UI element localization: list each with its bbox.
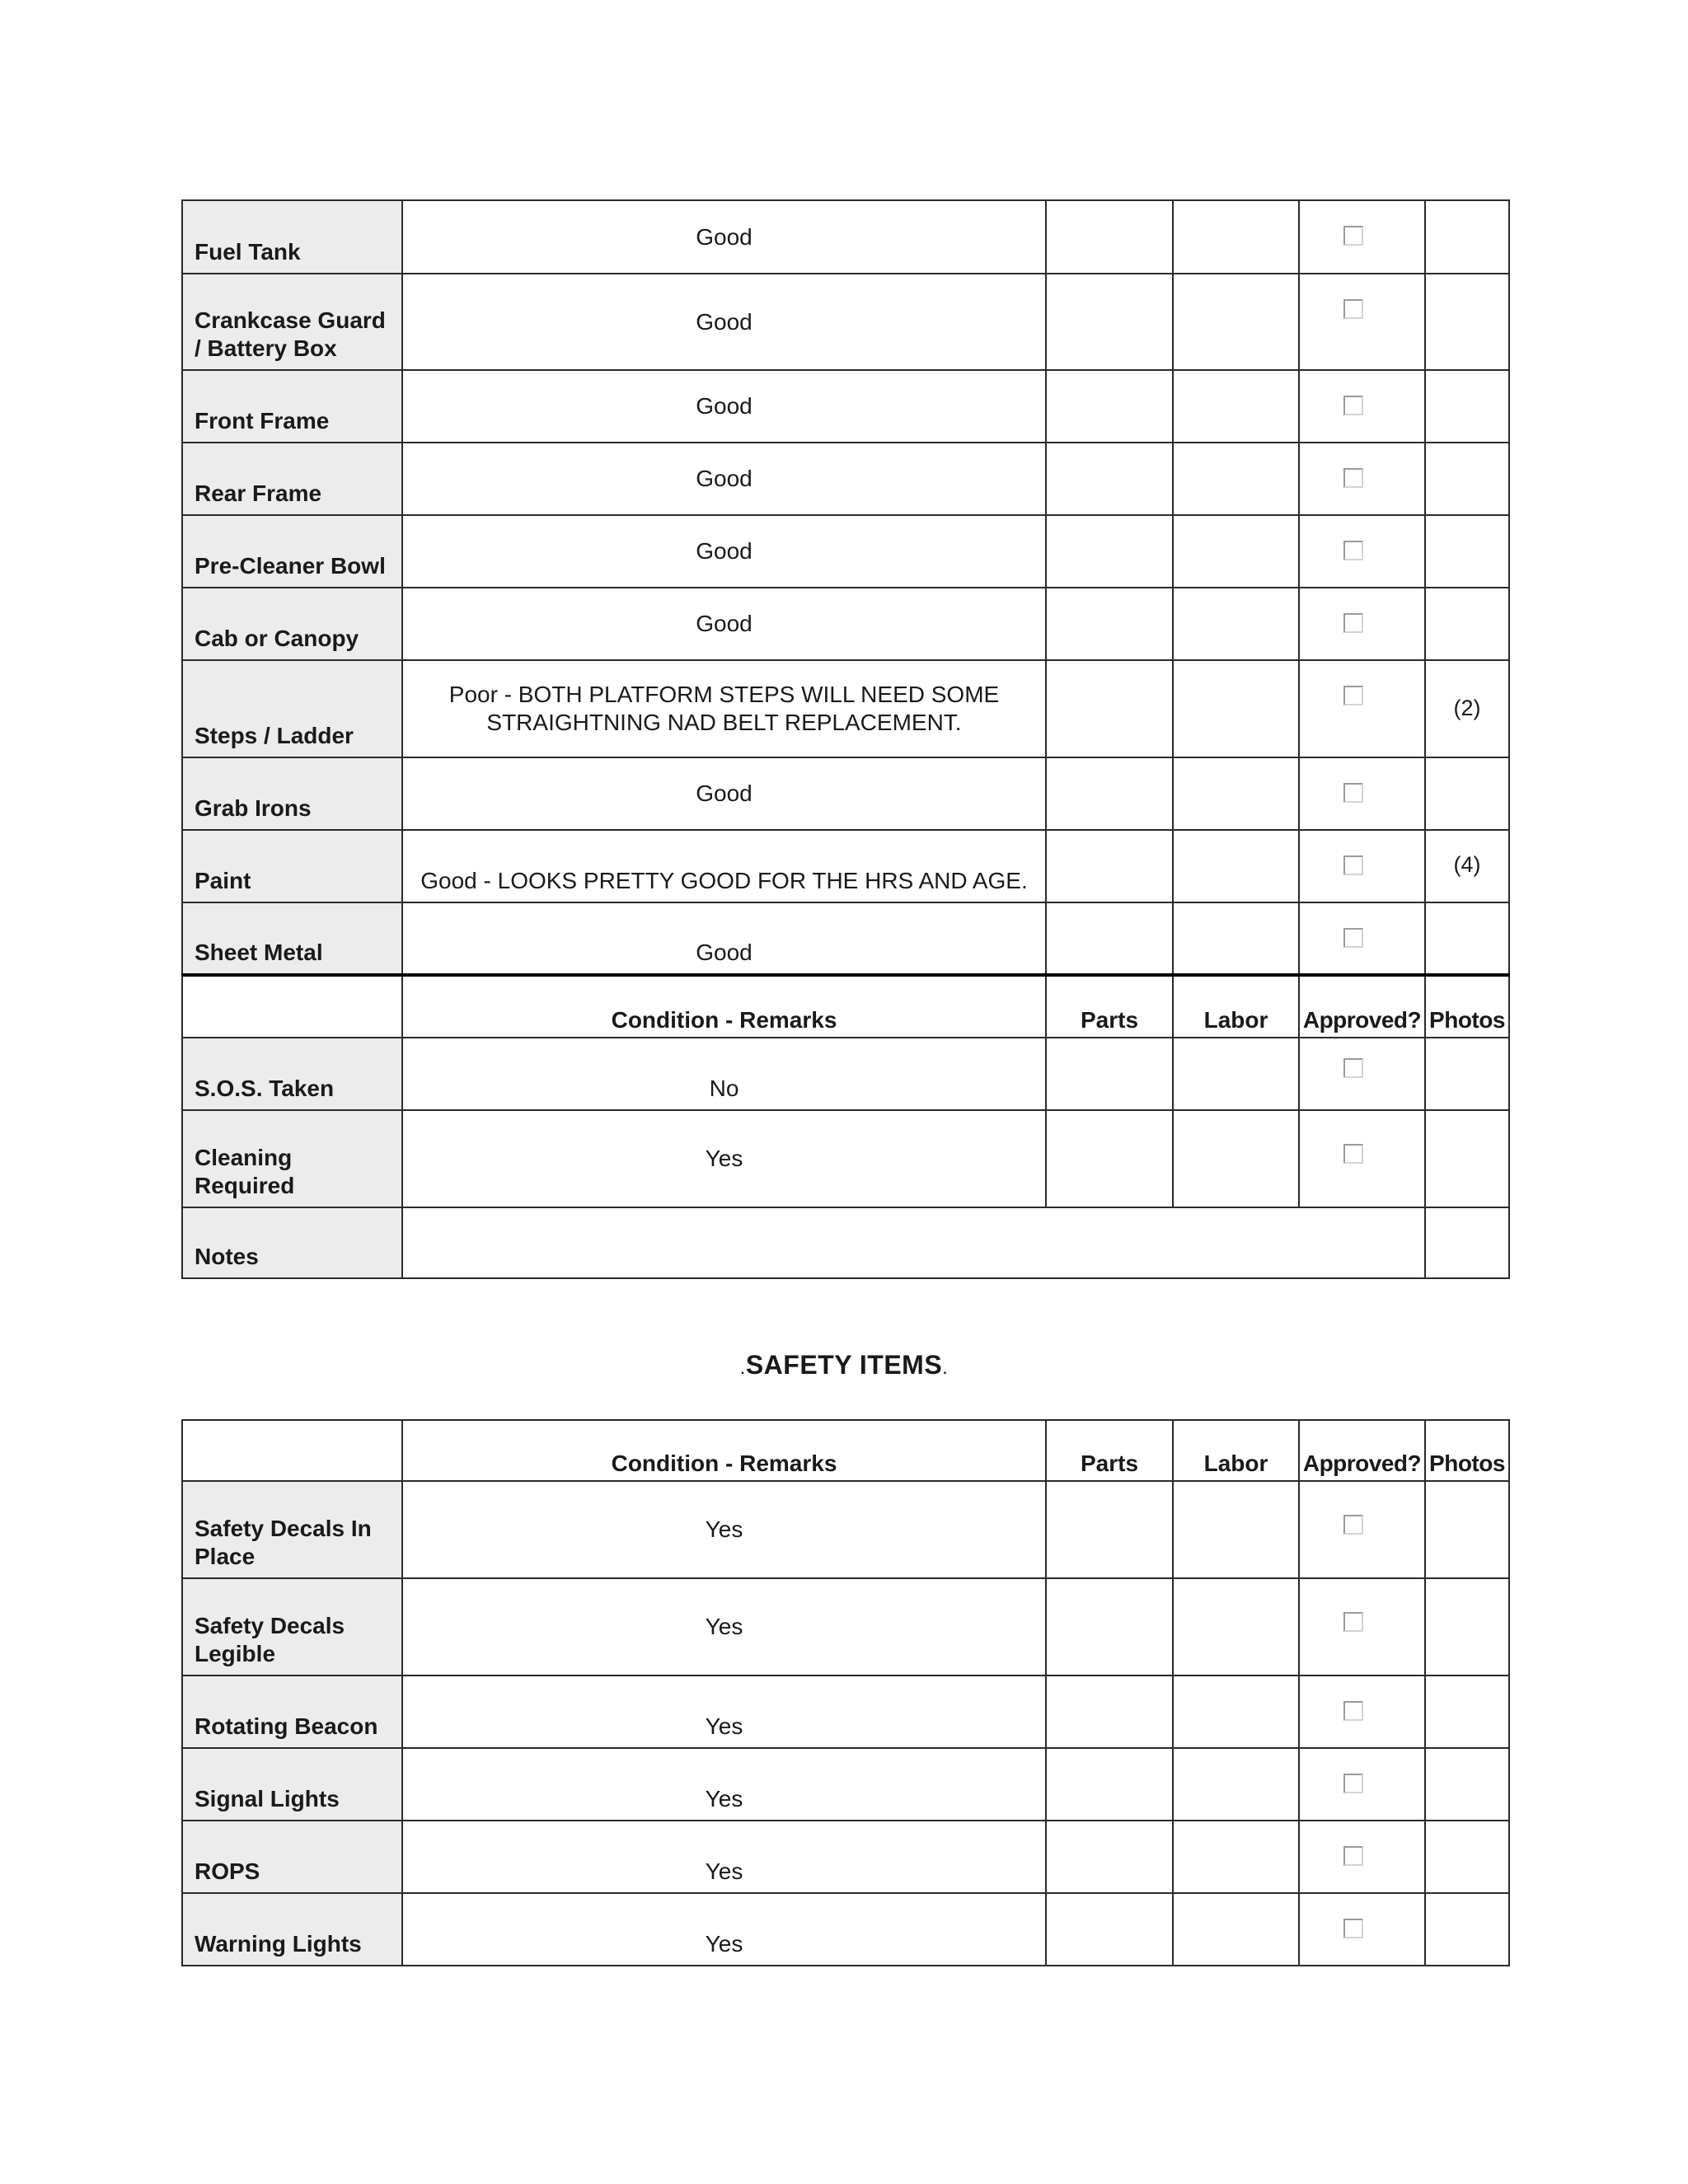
approved-cell bbox=[1299, 902, 1425, 975]
table-row bbox=[182, 830, 1509, 902]
parts-cell bbox=[1046, 200, 1173, 274]
condition-remarks: Yes bbox=[402, 1110, 1046, 1207]
header-parts: Parts bbox=[1046, 975, 1173, 1038]
table-header-row bbox=[182, 975, 1509, 1038]
row-label: Signal Lights bbox=[182, 1748, 402, 1821]
parts-cell bbox=[1046, 515, 1173, 588]
table-row bbox=[182, 1481, 1509, 1578]
approved-cell bbox=[1299, 660, 1425, 757]
table-row bbox=[182, 757, 1509, 830]
photos-cell bbox=[1425, 1481, 1509, 1578]
table-row bbox=[182, 1038, 1509, 1110]
approved-checkbox[interactable] bbox=[1343, 928, 1363, 948]
row-label: Safety Decals Legible bbox=[182, 1578, 402, 1675]
condition-remarks: Good bbox=[402, 902, 1046, 975]
table-row bbox=[182, 1893, 1509, 1966]
approved-cell bbox=[1299, 1038, 1425, 1110]
approved-checkbox[interactable] bbox=[1343, 783, 1363, 803]
approved-checkbox[interactable] bbox=[1343, 299, 1363, 319]
condition-remarks: Good bbox=[402, 370, 1046, 443]
header-labor: Labor bbox=[1173, 975, 1299, 1038]
approved-cell bbox=[1299, 1893, 1425, 1966]
approved-cell bbox=[1299, 1675, 1425, 1748]
photos-cell bbox=[1425, 200, 1509, 274]
parts-cell bbox=[1046, 1038, 1173, 1110]
photos-cell bbox=[1425, 370, 1509, 443]
approved-checkbox[interactable] bbox=[1343, 1701, 1363, 1721]
condition-remarks: Good bbox=[402, 757, 1046, 830]
condition-remarks: Yes bbox=[402, 1893, 1046, 1966]
table-row bbox=[182, 1578, 1509, 1675]
header-condition: Condition - Remarks bbox=[402, 1420, 1046, 1481]
approved-cell bbox=[1299, 274, 1425, 370]
section-title-text: SAFETY ITEMS bbox=[745, 1350, 943, 1380]
approved-cell bbox=[1299, 757, 1425, 830]
parts-cell bbox=[1046, 830, 1173, 902]
labor-cell bbox=[1173, 200, 1299, 274]
safety-table bbox=[181, 1419, 1510, 1966]
row-label: S.O.S. Taken bbox=[182, 1038, 402, 1110]
approved-checkbox[interactable] bbox=[1343, 855, 1363, 875]
photos-cell bbox=[1425, 443, 1509, 515]
labor-cell bbox=[1173, 1748, 1299, 1821]
table-row bbox=[182, 1675, 1509, 1748]
labor-cell bbox=[1173, 274, 1299, 370]
labor-cell bbox=[1173, 515, 1299, 588]
table-row bbox=[182, 588, 1509, 660]
labor-cell bbox=[1173, 1821, 1299, 1893]
row-label: Fuel Tank bbox=[182, 200, 402, 274]
parts-cell bbox=[1046, 1821, 1173, 1893]
row-label: Warning Lights bbox=[182, 1893, 402, 1966]
photos-cell bbox=[1425, 515, 1509, 588]
condition-remarks: Good bbox=[402, 515, 1046, 588]
approved-cell bbox=[1299, 200, 1425, 274]
labor-cell bbox=[1173, 830, 1299, 902]
condition-remarks: Yes bbox=[402, 1748, 1046, 1821]
approved-checkbox[interactable] bbox=[1343, 541, 1363, 560]
photos-cell bbox=[1425, 1893, 1509, 1966]
row-label: ROPS bbox=[182, 1821, 402, 1893]
approved-cell bbox=[1299, 1578, 1425, 1675]
labor-cell bbox=[1173, 588, 1299, 660]
table-row bbox=[182, 274, 1509, 370]
notes-row bbox=[182, 1207, 1509, 1278]
approved-cell bbox=[1299, 588, 1425, 660]
labor-cell bbox=[1173, 757, 1299, 830]
parts-cell bbox=[1046, 1578, 1173, 1675]
notes-field[interactable] bbox=[402, 1207, 1425, 1278]
table-row bbox=[182, 902, 1509, 975]
table-row bbox=[182, 200, 1509, 274]
labor-cell bbox=[1173, 1038, 1299, 1110]
parts-cell bbox=[1046, 370, 1173, 443]
header-approved: Approved? bbox=[1299, 975, 1425, 1038]
header-blank bbox=[182, 975, 402, 1038]
condition-remarks: Yes bbox=[402, 1821, 1046, 1893]
table-row bbox=[182, 660, 1509, 757]
row-label: Cleaning Required bbox=[182, 1110, 402, 1207]
table-row bbox=[182, 443, 1509, 515]
parts-cell bbox=[1046, 443, 1173, 515]
row-label: Crankcase Guard / Battery Box bbox=[182, 274, 402, 370]
approved-checkbox[interactable] bbox=[1343, 1515, 1363, 1535]
photos-cell bbox=[1425, 1675, 1509, 1748]
approved-checkbox[interactable] bbox=[1343, 1058, 1363, 1078]
photos-cell bbox=[1425, 1038, 1509, 1110]
parts-cell bbox=[1046, 1110, 1173, 1207]
condition-remarks: Good bbox=[402, 274, 1046, 370]
labor-cell bbox=[1173, 1893, 1299, 1966]
parts-cell bbox=[1046, 757, 1173, 830]
condition-remarks: Yes bbox=[402, 1578, 1046, 1675]
photos-cell bbox=[1425, 1110, 1509, 1207]
labor-cell bbox=[1173, 370, 1299, 443]
approved-checkbox[interactable] bbox=[1343, 226, 1363, 246]
approved-cell bbox=[1299, 830, 1425, 902]
approved-checkbox[interactable] bbox=[1343, 1144, 1363, 1164]
photos-cell bbox=[1425, 1748, 1509, 1821]
approved-checkbox[interactable] bbox=[1343, 1612, 1363, 1632]
table-row bbox=[182, 1821, 1509, 1893]
photos-cell bbox=[1425, 1821, 1509, 1893]
approved-checkbox[interactable] bbox=[1343, 1774, 1363, 1793]
photos-cell: (2) bbox=[1425, 660, 1509, 757]
parts-cell bbox=[1046, 1675, 1173, 1748]
photos-cell bbox=[1425, 1207, 1509, 1278]
photos-cell: (4) bbox=[1425, 830, 1509, 902]
table-row bbox=[182, 1748, 1509, 1821]
approved-cell bbox=[1299, 1110, 1425, 1207]
labor-cell bbox=[1173, 902, 1299, 975]
photos-cell bbox=[1425, 902, 1509, 975]
row-label: Cab or Canopy bbox=[182, 588, 402, 660]
title-dot: . bbox=[739, 1357, 746, 1379]
row-label: Rear Frame bbox=[182, 443, 402, 515]
approved-cell bbox=[1299, 1481, 1425, 1578]
approved-cell bbox=[1299, 1748, 1425, 1821]
approved-checkbox[interactable] bbox=[1343, 468, 1363, 488]
approved-cell bbox=[1299, 515, 1425, 588]
parts-cell bbox=[1046, 274, 1173, 370]
row-label: Pre-Cleaner Bowl bbox=[182, 515, 402, 588]
parts-cell bbox=[1046, 1748, 1173, 1821]
approved-checkbox[interactable] bbox=[1343, 1919, 1363, 1938]
row-label: Front Frame bbox=[182, 370, 402, 443]
approved-cell bbox=[1299, 443, 1425, 515]
header-labor: Labor bbox=[1173, 1420, 1299, 1481]
photos-cell bbox=[1425, 757, 1509, 830]
approved-cell bbox=[1299, 370, 1425, 443]
parts-cell bbox=[1046, 1481, 1173, 1578]
header-photos: Photos bbox=[1425, 1420, 1509, 1481]
parts-cell bbox=[1046, 902, 1173, 975]
condition-remarks: No bbox=[402, 1038, 1046, 1110]
condition-remarks: Poor - BOTH PLATFORM STEPS WILL NEED SOME STRAIGHTNING NAD BELT REPLACEMENT. bbox=[402, 660, 1046, 757]
approved-checkbox[interactable] bbox=[1343, 613, 1363, 633]
labor-cell bbox=[1173, 1675, 1299, 1748]
condition-remarks: Good - LOOKS PRETTY GOOD FOR THE HRS AND AGE. bbox=[402, 830, 1046, 902]
condition-remarks: Good bbox=[402, 200, 1046, 274]
row-label: Paint bbox=[182, 830, 402, 902]
header-photos: Photos bbox=[1425, 975, 1509, 1038]
table-row bbox=[182, 515, 1509, 588]
table-row bbox=[182, 370, 1509, 443]
inspection-table bbox=[181, 199, 1510, 1279]
row-label: Rotating Beacon bbox=[182, 1675, 402, 1748]
approved-checkbox[interactable] bbox=[1343, 686, 1363, 705]
labor-cell bbox=[1173, 443, 1299, 515]
labor-cell bbox=[1173, 1578, 1299, 1675]
photos-cell bbox=[1425, 588, 1509, 660]
table-header-row bbox=[182, 1420, 1509, 1481]
parts-cell bbox=[1046, 1893, 1173, 1966]
parts-cell bbox=[1046, 660, 1173, 757]
photos-cell bbox=[1425, 274, 1509, 370]
condition-remarks: Good bbox=[402, 588, 1046, 660]
row-label: Steps / Ladder bbox=[182, 660, 402, 757]
photos-cell bbox=[1425, 1578, 1509, 1675]
labor-cell bbox=[1173, 1481, 1299, 1578]
row-label: Grab Irons bbox=[182, 757, 402, 830]
row-label: Safety Decals In Place bbox=[182, 1481, 402, 1578]
approved-checkbox[interactable] bbox=[1343, 396, 1363, 415]
labor-cell bbox=[1173, 1110, 1299, 1207]
row-label: Sheet Metal bbox=[182, 902, 402, 975]
header-condition: Condition - Remarks bbox=[402, 975, 1046, 1038]
section-title bbox=[0, 1350, 1688, 1380]
condition-remarks: Yes bbox=[402, 1675, 1046, 1748]
title-dot: . bbox=[942, 1357, 949, 1379]
header-approved: Approved? bbox=[1299, 1420, 1425, 1481]
parts-cell bbox=[1046, 588, 1173, 660]
header-parts: Parts bbox=[1046, 1420, 1173, 1481]
condition-remarks: Good bbox=[402, 443, 1046, 515]
labor-cell bbox=[1173, 660, 1299, 757]
approved-cell bbox=[1299, 1821, 1425, 1893]
notes-label: Notes bbox=[182, 1207, 402, 1278]
condition-remarks: Yes bbox=[402, 1481, 1046, 1578]
table-row bbox=[182, 1110, 1509, 1207]
approved-checkbox[interactable] bbox=[1343, 1846, 1363, 1866]
header-blank bbox=[182, 1420, 402, 1481]
